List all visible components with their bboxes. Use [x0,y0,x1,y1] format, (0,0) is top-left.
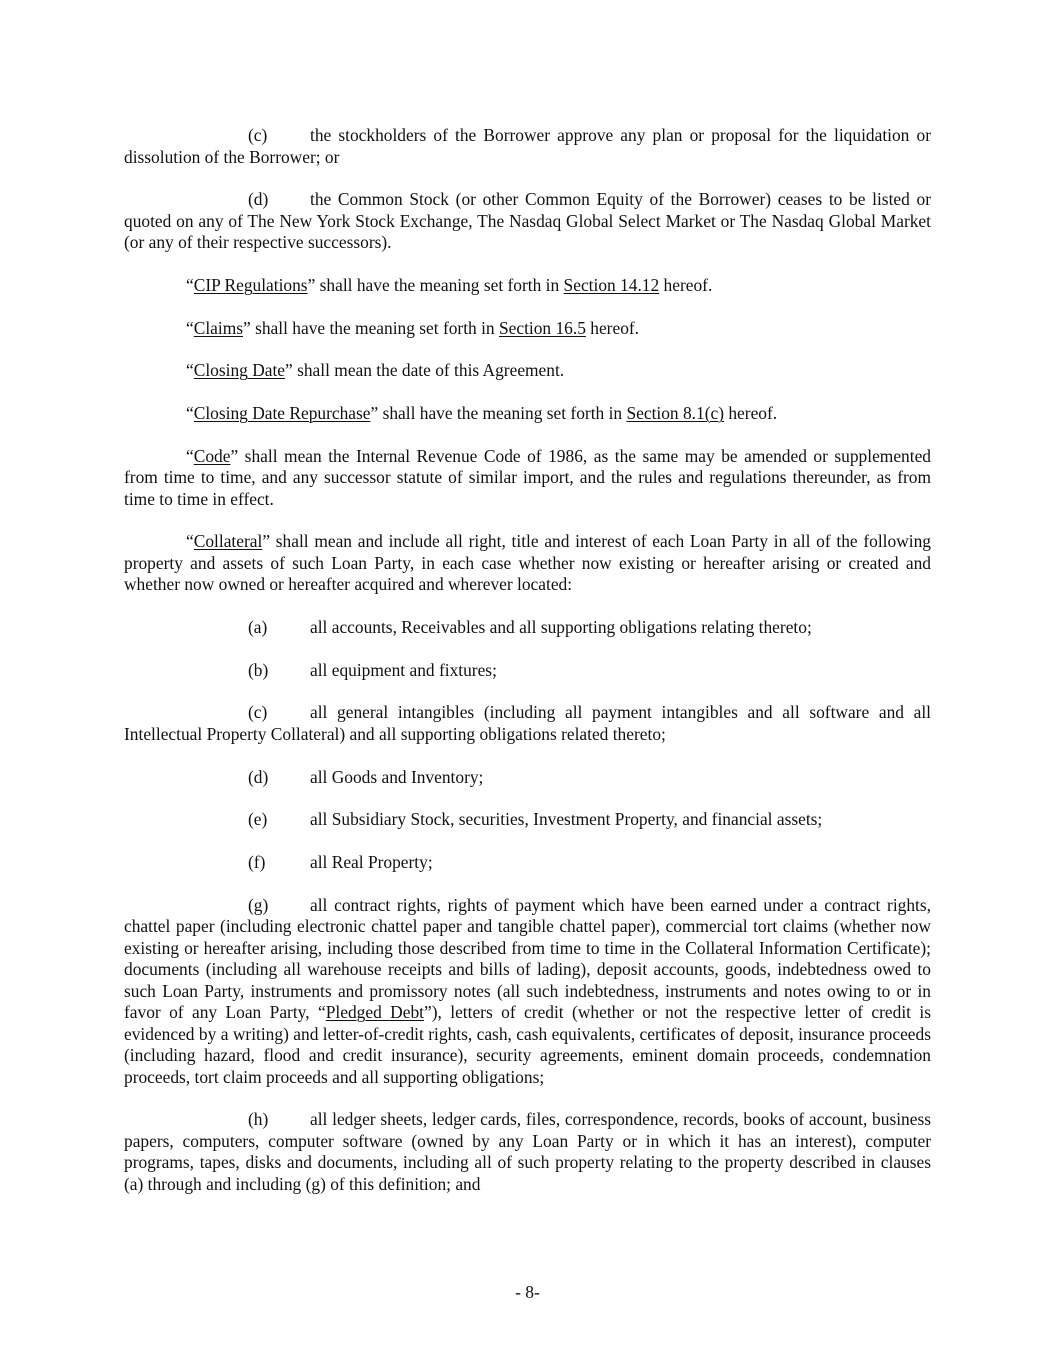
section-reference: Section 16.5 [498,317,586,338]
clause-label: (b) [248,659,269,680]
clause-label: (c) [248,125,268,145]
defined-term: Pledged Debt [325,1002,424,1023]
definition-text: ” shall have the meaning set forth in [370,402,627,423]
section-reference: Section 8.1(c) [626,402,725,423]
definition-text: ” shall mean the Internal Revenue Code of 1986, as the same may be amended or supplemented from time to time, and any successor statute of similar import, and the rules and regulations thereunder, as from time to time in effect. [124,445,931,509]
clause-label: (a) [248,617,268,637]
definition-text: ” shall mean the date of this Agreement. [285,360,565,381]
defined-term: Claims [193,317,244,338]
quote-mark: “ [186,317,194,338]
section-reference: Section 14.12 [563,274,660,295]
definition-text: hereof. [659,274,713,295]
defined-term: CIP Regulations [193,274,308,295]
clause-text: the Common Stock (or other Common Equity of the Borrower) ceases to be listed or quoted on any of The New York Stock Exchange, The Nasdaq Global Select Market or The Nasdaq Global Market (or any of their respective successors). [124,189,931,253]
clause-text: the stockholders of the Borrower approve any plan or proposal for the liquidation or dissolution of the Borrower; or [124,125,931,167]
collateral-item-a [124,617,931,639]
collateral-item-f [124,852,931,874]
clause-label: (f) [248,851,266,872]
definition-text: ” shall have the meaning set forth in [307,274,564,295]
collateral-item-e [124,809,931,831]
quote-mark: “ [186,274,194,295]
clause-d-delisting [124,189,931,254]
clause-text: all Goods and Inventory; [310,766,484,787]
collateral-item-b [124,660,931,682]
page-number: - 8- [515,1282,540,1302]
collateral-item-g [124,895,931,1089]
clause-text: all equipment and fixtures; [310,659,497,680]
definition-text: ” shall have the meaning set forth in [243,317,499,338]
definition-text: ” shall mean and include all right, title and interest of each Loan Party in all of the following property and assets of such Loan Party, in each case whether now existing or hereafter arising or created and whether now owned or hereafter acquired and wherever located: [124,531,931,595]
clause-text: all Subsidiary Stock, securities, Investment Property, and financial assets; [310,809,823,830]
definition-claims [124,318,931,340]
clause-text: all contract rights, rights of payment which have been earned under a contract rights, chattel paper (including electronic chattel paper and tangible chattel paper), commercial tort claims (whether now existing or hereafter arising, including those described from time to time in the Collateral Information Certificate); documents (including all warehouse receipts and bills of lading), deposit accounts, goods, indebtedness owed to such Loan Party, instruments and promissory notes (all such indebtedness, instruments and notes owing to or in favor of any Loan Party, “ [124,894,931,1023]
defined-term: Collateral [193,531,263,552]
clause-label: (e) [248,809,268,830]
clause-label: (d) [248,766,269,787]
defined-term: Closing Date [193,360,286,381]
collateral-item-d [124,767,931,789]
definition-code [124,446,931,511]
definition-closing-date [124,360,931,382]
clause-label: (d) [248,189,269,210]
definition-collateral [124,531,931,596]
clause-text: all accounts, Receivables and all supporting obligations relating thereto; [310,617,812,637]
definition-cip-regulations [124,275,931,297]
collateral-item-h [124,1109,931,1195]
clause-text: all ledger sheets, ledger cards, files, correspondence, records, books of account, business papers, computers, computer software (owned by any Loan Party or in which it has an interest), computer programs, tapes, disks and documents, including all of such property relating to the property described in clauses (a) through and including (g) of this definition; and [124,1109,931,1194]
quote-mark: “ [186,360,194,381]
document-page [124,125,931,1195]
defined-term: Code [193,445,231,466]
quote-mark: “ [186,531,194,552]
definition-text: hereof. [585,317,640,338]
definition-closing-date-repurchase [124,403,931,425]
definition-text: hereof. [724,402,778,423]
clause-label: (h) [248,1109,269,1130]
clause-text: all general intangibles (including all payment intangibles and all software and all Intellectual Property Collateral) and all supporting obligations related thereto; [124,702,931,744]
clause-label: (g) [248,894,269,915]
clause-text: all Real Property; [310,851,433,872]
quote-mark: “ [186,402,194,423]
clause-label: (c) [248,702,268,723]
collateral-item-c [124,702,931,745]
defined-term: Closing Date Repurchase [193,402,371,423]
clause-text: ”), letters of credit (whether or not the respective letter of credit is evidenced by a writing) and letter-of-credit rights, cash, cash equivalents, certificates of deposit, insurance proceeds (including hazard, flood and credit insurance), security agreements, eminent domain proceeds, condemnation proceeds, tort claim proceeds and all supporting obligations; [124,1002,931,1087]
clause-c-liquidation [124,125,931,168]
quote-mark: “ [186,445,194,466]
